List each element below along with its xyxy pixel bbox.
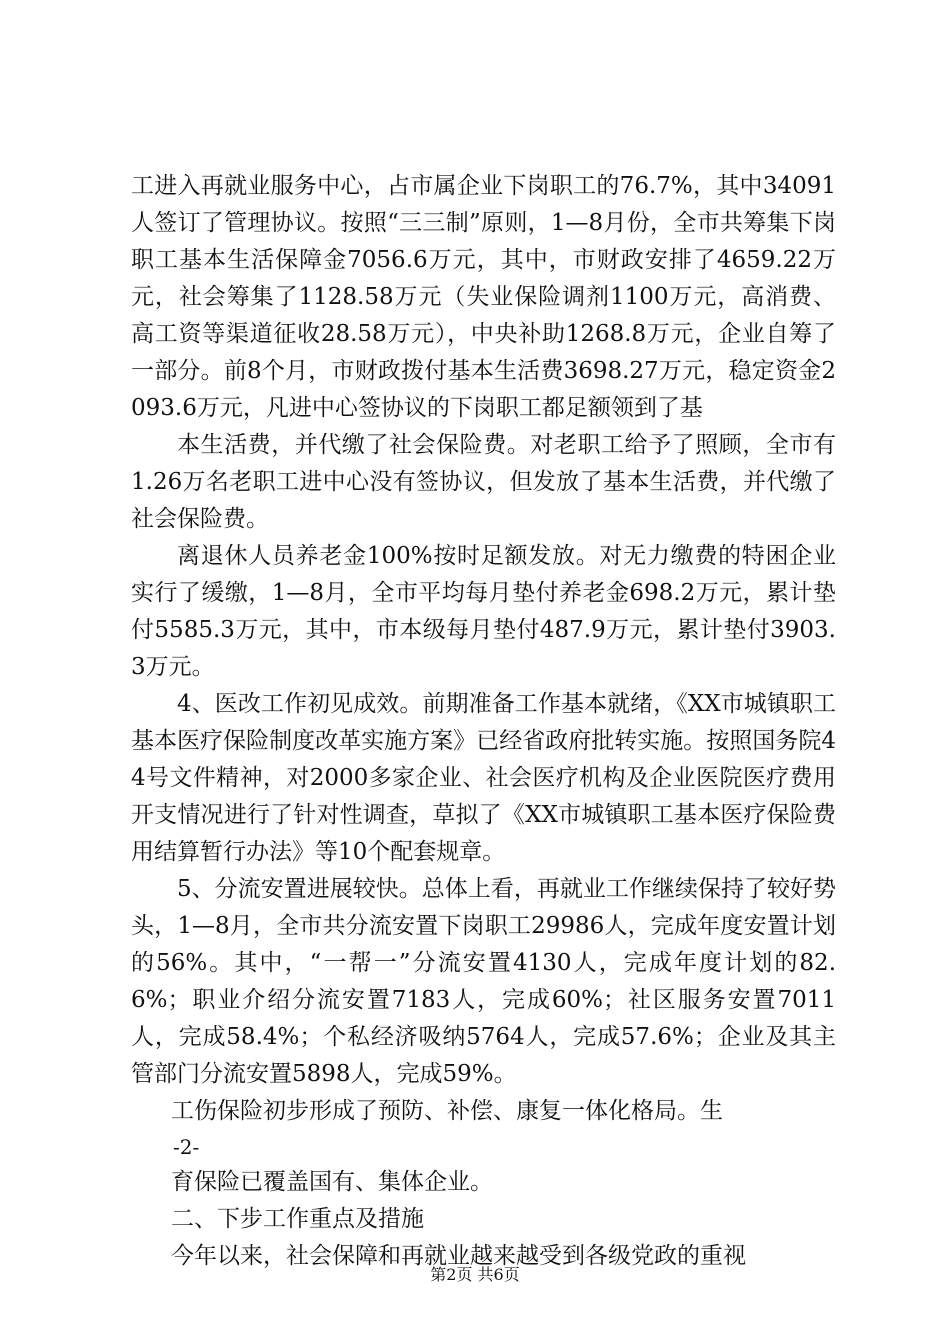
section-heading: 二、下步工作重点及措施 [171, 1206, 424, 1232]
paragraph-1: 工进入再就业服务中心，占市属企业下岗职工的76.7%，其中34091人签订了管理协议。按照“三三制”原则，1—8月份，全市共筹集下岗职工基本生活保障金7056.6万元，其中，市财政安排了4659.22万元，社会筹集了1128.58万元（失业保险调剂1100万元，高消费、高工资等渠道征收28.58万元），中央补助1268.8万元，企业自筹了一部分。前8个月，市财政拨付基本生活费3698.27万元，稳定资金2093.6万元，凡进中心签协议的下岗职工都足额领到了基 [131, 173, 836, 421]
paragraph-7: 育保险已覆盖国有、集体企业。 [171, 1169, 493, 1195]
paragraph-3: 离退休人员养老金100%按时足额发放。对无力缴费的特困企业实行了缓缴，1—8月，全市平均每月垫付养老金698.2万元，累计垫付5585.3万元，其中，市本级每月垫付487.9万元，累计垫付3903.3万元。 [131, 543, 836, 680]
inline-page-marker: -2- [173, 1135, 200, 1159]
document-body [131, 168, 836, 1275]
paragraph-2: 本生活费，并代缴了社会保险费。对老职工给予了照顾，全市有1.26万名老职工进中心没有签协议，但发放了基本生活费，并代缴了社会保险费。 [131, 432, 836, 532]
paragraph-8: 今年以来，社会保障和再就业越来越受到各级党政的重视 [171, 1243, 746, 1269]
page-footer: 第2页 共6页 [430, 1265, 520, 1284]
paragraph-4: 4、医改工作初见成效。前期准备工作基本就绪，《XX市城镇职工基本医疗保险制度改革实施方案》已经省政府批转实施。按照国务院44号文件精神，对2000多家企业、社会医疗机构及企业医院医疗费用开支情况进行了针对性调查，草拟了《XX市城镇职工基本医疗保险费用结算暂行办法》等10个配套规章。 [131, 691, 836, 865]
paragraph-6: 工伤保险初步形成了预防、补偿、康复一体化格局。生 [171, 1098, 723, 1124]
paragraph-5: 5、分流安置进展较快。总体上看，再就业工作继续保持了较好势头，1—8月，全市共分流安置下岗职工29986人，完成年度安置计划的56%。其中，“一帮一”分流安置4130人，完成年度计划的82.6%；职业介绍分流安置7183人，完成60%；社区服务安置7011人，完成58.4%；个私经济吸纳5764人，完成57.6%；企业及其主管部门分流安置5898人，完成59%。 [131, 876, 836, 1087]
